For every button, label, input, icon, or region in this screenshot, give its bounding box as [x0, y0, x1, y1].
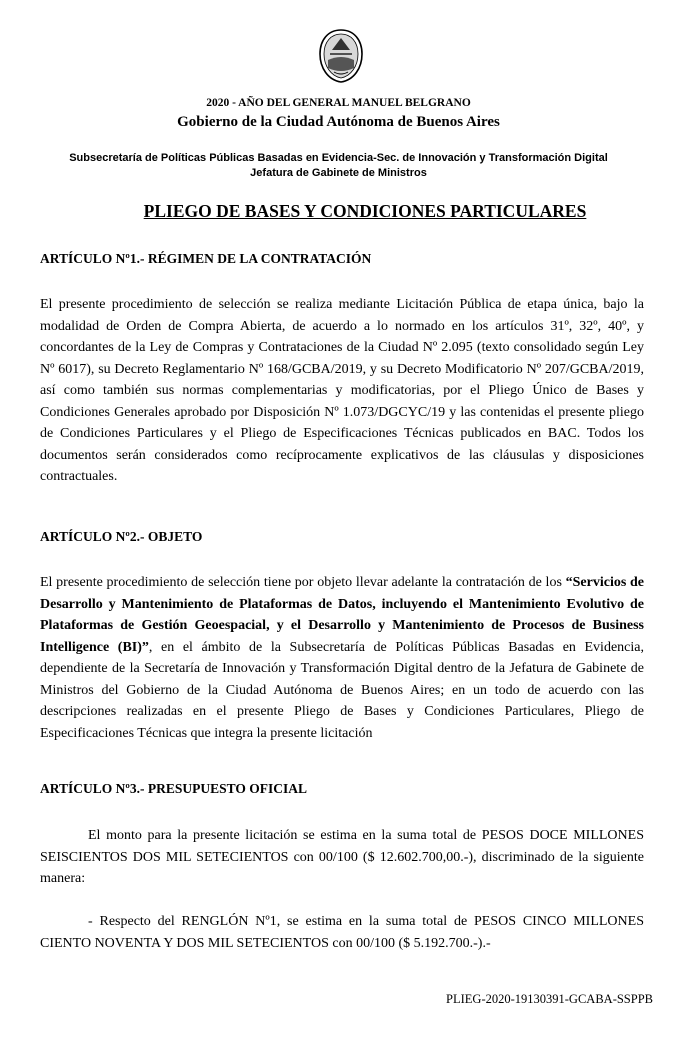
issuing-office: [0, 151, 677, 181]
article-3-text: [40, 825, 644, 890]
jefatura-name: Jefatura de Gabinete de Ministros: [250, 167, 427, 179]
article-1-paragraph: El presente procedimiento de selección se realiza mediante Licitación Pública de etapa única, bajo la modalidad de Orden de Compra Abierta, de acuerdo a lo normado en los artículos 31º, 32º, 40º, y concordantes de la Ley de Compras y Contrataciones de la Ciudad Nº 2.095 (texto consolidado según Ley Nº 6017), su Decreto Reglamentario Nº 168/GCBA/2019, y su Decreto Modificatorio Nº 207/GCBA/2019, así como también sus normas complementarias y modificatorias, por el Pliego Único de Bases y Condiciones Generales aprobado por Disposición Nº 1.073/DGCYC/19 y las contenidas el presente pliego de Condiciones Particulares y el Pliego de Especificaciones Técnicas publicados en BAC. Todos los documentos serán considerados como recíprocamente explicativos de las cláusulas y disposiciones contractuales.: [40, 297, 644, 484]
article-2-text: [40, 572, 644, 744]
article-3-item: [40, 911, 644, 954]
article-3-paragraph: El monto para la presente licitación se estima en la suma total de PESOS DOCE MILLONES SEISCIENTOS DOS MIL SETECIENTOS con 00/100 ($ 12.602.700,00.-), discriminado de la siguiente manera:: [40, 828, 644, 886]
article-2-paragraph: [40, 572, 644, 744]
article-2-heading: ARTÍCULO Nº2.- OBJETO: [40, 529, 203, 544]
buenos-aires-seal-icon: [318, 28, 364, 84]
document-code: PLIEG-2020-19130391-GCABA-SSPPB: [446, 992, 653, 1006]
article-3-heading: ARTÍCULO Nº3.- PRESUPUESTO OFICIAL: [40, 781, 308, 796]
article-1-text: [40, 294, 644, 488]
renglon-1-item: - Respecto del RENGLÓN Nº1, se estima en la suma total de PESOS CINCO MILLONES CIENTO NOVENTA Y DOS MIL SETECIENTOS con 00/100 ($ 5.192.700.-).-: [40, 914, 644, 951]
document-title: PLIEGO DE BASES Y CONDICIONES PARTICULARES: [143, 201, 587, 221]
subsecretariat-name: Subsecretaría de Políticas Públicas Basadas en Evidencia-Sec. de Innovación y Transformación Digital: [69, 152, 608, 164]
article-1-heading: ARTÍCULO Nº1.- RÉGIMEN DE LA CONTRATACIÓN: [40, 251, 372, 266]
article-2-text-after: , en el ámbito de la Subsecretaría de Políticas Públicas Basadas en Evidencia, dependiente de la Secretaría de Innovación y Transformación Digital dentro de la Jefatura de Gabinete de Ministros del Gobierno de la Ciudad Autónoma de Buenos Aires; en un todo de acuerdo con las descripciones realizadas en el presente Pliego de Bases y Condiciones Particulares, Pliego de Especificaciones Técnicas que integra la presente licitación: [40, 639, 644, 741]
year-dedication-line: 2020 - AÑO DEL GENERAL MANUEL BELGRANO: [206, 97, 471, 109]
article-2-text-before: El presente procedimiento de selección tiene por objeto llevar adelante la contratación de los: [40, 575, 562, 590]
article-2-service-name: “Servicios de Desarrollo y Mantenimiento de Plataformas de Datos, incluyendo el Mantenimiento Evolutivo de Plataformas de Gestión Geoespacial, y el Desarrollo y Mantenimiento de Procesos de Business Intelligence (BI)”: [40, 575, 645, 655]
government-name: Gobierno de la Ciudad Autónoma de Buenos Aires: [177, 114, 500, 130]
